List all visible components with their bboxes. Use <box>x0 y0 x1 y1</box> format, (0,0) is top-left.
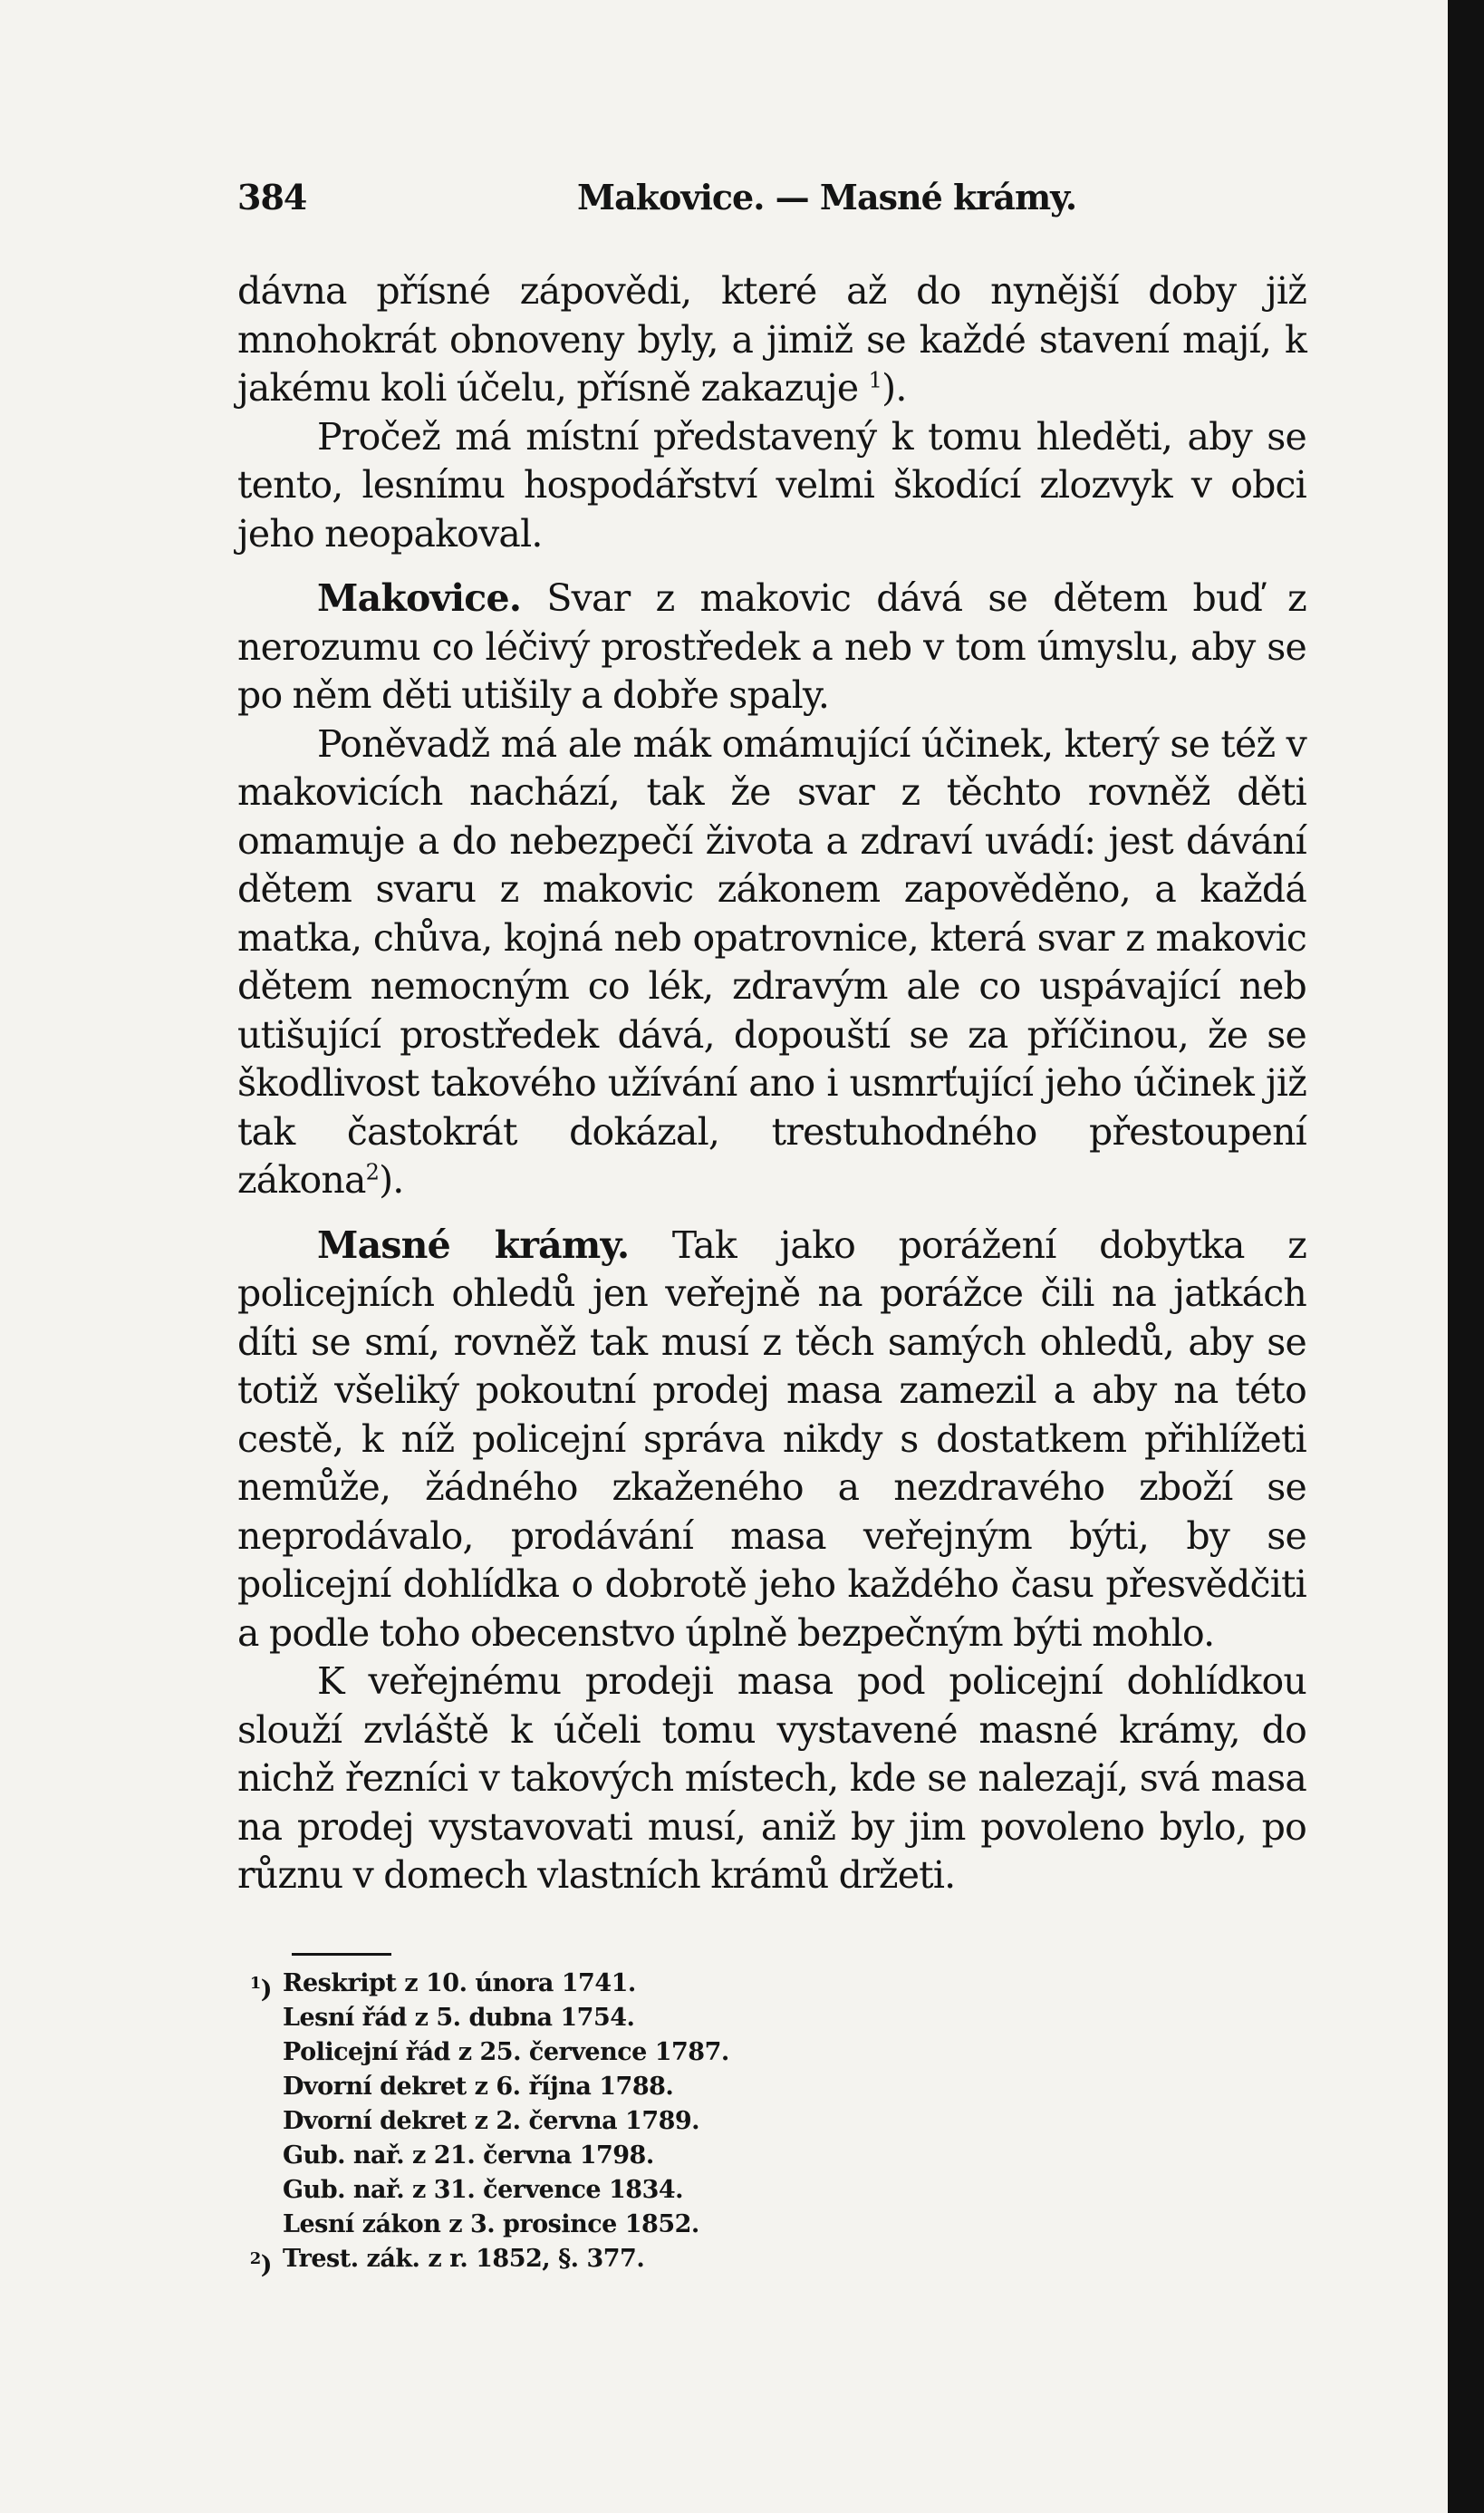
footnote-ref-1: 1 <box>868 367 882 393</box>
footnotes <box>237 1967 1306 2283</box>
page-number: 384 <box>237 177 307 217</box>
paragraph-6: K veřejnému prodeji masa pod policejní dohlídkou slouží zvláště k účeli tomu vystavené masné krámy, do nichž řezníci v takových místech, kde se nalezají, svá masa na prodej vystavovati musí, aniž by jim povoleno bylo, po různu v domech vlastních krámů držeti. <box>237 1659 1306 1897</box>
footnote-rule <box>292 1953 391 1956</box>
paragraph-makovice: Makovice. Svar z makovic dává se dětem buď z nerozumu co léčivý prostředek a neb v tom úmyslu, aby se po něm děti utišily a dobře spaly. <box>237 576 1306 717</box>
paragraph-masne-kramy: Masné krámy. Tak jako porážení dobytka z policejních ohledů jen veřejně na porážce čili na jatkách díti se smí, rovněž tak musí z těch samých ohledů, aby se totiž všeliký pokoutní prodej masa zamezil a aby na této cestě, k níž policejní správa nikdy s dostatkem přihlížeti nemůže, žádného zkaženého a nezdravého zboží se neprodávalo, prodávání masa veřejným býti, by se policejní dohlídka o dobrotě jeho každého času přesvědčiti a podle toho obecenstvo úplně bezpečným býti mohlo. <box>237 1223 1307 1655</box>
footnote-mark-2: 2 <box>249 2248 261 2268</box>
footnote-entry: Dvorní dekret z 2. června 1789. <box>283 2106 700 2135</box>
footnote-entry: Policejní řád z 25. července 1787. <box>283 2037 729 2066</box>
paragraph-4: Poněvadž má ale mák omámující účinek, který se též v makovicích nachází, tak že svar z těchto rovněž děti omamuje a do nebezpečí života a zdraví uvádí: jest dávání dětem svaru z makovic zákonem zapověděno, a každá matka, chůva, kojná neb opatrovnice, která svar z makovic dětem nemocným co lék, zdravým ale co uspávající neb utišující prostředek dává, dopouští se za příčinou, že se škodlivost takového užívání ano i usmrťující jeho účinek již tak častokrát dokázal, trestuhodného přestoupení zákona$^2$). <box>237 721 1306 1202</box>
section-heading-makovice: Makovice. <box>317 576 522 620</box>
footnote-entry: Lesní zákon z 3. prosince 1852. <box>283 2209 699 2238</box>
running-title: Makovice. — Masné krámy. <box>577 177 1077 217</box>
text-block <box>237 177 1306 2283</box>
footnote-entry: Dvorní dekret z 6. října 1788. <box>283 2072 674 2101</box>
paragraph-2: Pročež má místní představený k tomu hleděti, aby se tento, lesnímu hospodářství velmi škodící zlozvyk v obci jeho neopakoval. <box>237 414 1306 556</box>
body-text <box>237 267 1306 1900</box>
paragraph-1: dávna přísné zápovědi, které až do nynější doby již mnohokrát obnoveny byly, a jimiž se každé stavení mají, k jakému koli účelu, přísně zakazuje $^1$). <box>237 269 1306 410</box>
footnote-2-text: Trest. zák. z r. 1852, §. 377. <box>283 2244 645 2273</box>
section-heading-masne-kramy: Masné krámy. <box>317 1223 630 1267</box>
footnote-1-list <box>283 1967 729 2242</box>
footnote-entry: Gub. nař. z 31. července 1834. <box>283 2175 684 2204</box>
footnote-entry: Lesní řád z 5. dubna 1754. <box>283 2003 635 2032</box>
footnote-entry: Gub. nař. z 21. června 1798. <box>283 2141 654 2170</box>
page-edge-shadow <box>1448 0 1484 2513</box>
running-head <box>237 177 1306 231</box>
footnote-2: $^2$) Trest. zák. z r. 1852, §. 377. <box>237 2242 1306 2283</box>
footnote-ref-2: 2 <box>365 1159 380 1185</box>
footnote-mark-1: 1 <box>249 1973 261 1993</box>
footnote-entry: Reskript z 10. února 1741. <box>283 1968 636 1997</box>
footnote-1: $^1$) Reskript z 10. února 1741. Lesní řád z 5. dubna 1754. Policejní řád z 25. července 1787. Dvorní dekret z 6. října 1788. Dvorní dekret z 2. června 1789. Gub. nař. z 21. června 1798. Gub. nař. z 31. července 1834. Lesní zákon z 3. prosince 1852. <box>237 1967 1306 2242</box>
